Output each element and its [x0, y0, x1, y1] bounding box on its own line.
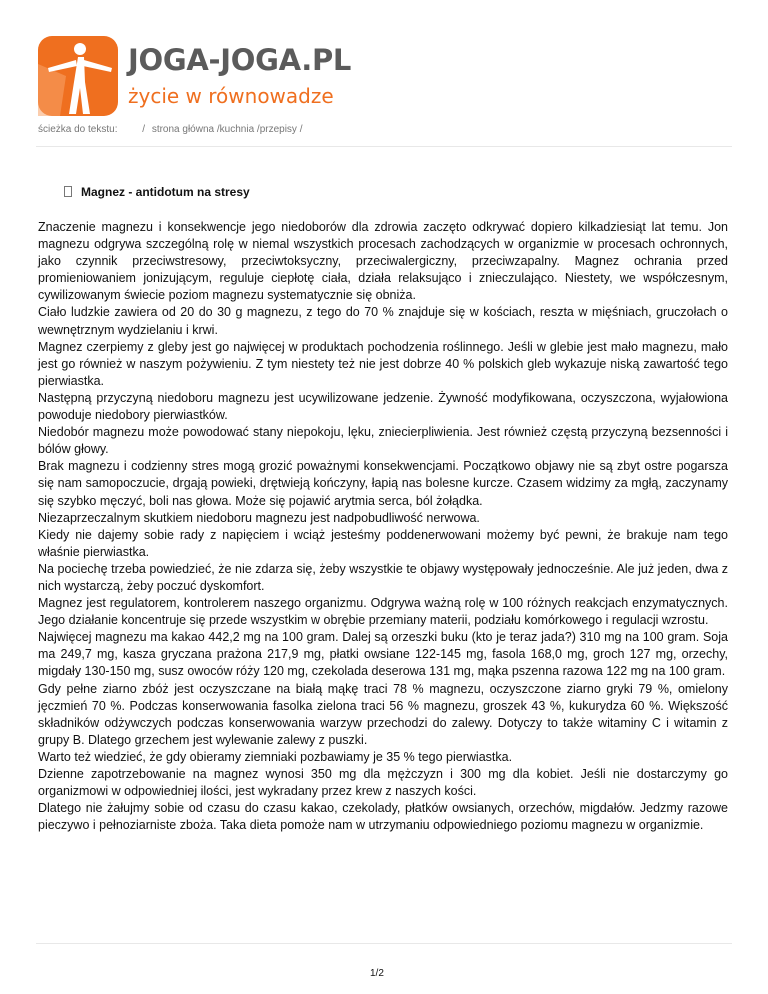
- breadcrumb-link-home[interactable]: strona główna: [151, 124, 215, 135]
- breadcrumb-link-kuchnia[interactable]: kuchnia: [219, 124, 255, 135]
- breadcrumb-link-przepisy[interactable]: przepisy: [259, 124, 297, 135]
- article-paragraph: Brak magnezu i codzienny stres mogą grozić poważnymi konsekwencjami. Początkowo objawy nie są zbyt ostre pogarsza się nam samopoczucie, drgają powieki, drętwieją kończyny, łapią nas bolesne kurcze. Czasem widzimy za mgłą, zaczynamy się szybko męczyć, boli nas głowa. Może się pojawić arytmia serca, ból żołądka.: [38, 459, 728, 508]
- site-brand-name: JOGA-JOGA.PL: [128, 43, 352, 77]
- article-title: [64, 185, 250, 199]
- article-paragraph: Niedobór magnezu może powodować stany niepokoju, lęku, zniecierpliwienia. Jest również częstą przyczyną bezsenności i bólów głowy.: [38, 425, 728, 457]
- footer-divider: [36, 943, 732, 944]
- article-title-text: Magnez - antidotum na stresy: [81, 185, 250, 199]
- breadcrumb: [38, 124, 303, 135]
- article-paragraph: Znaczenie magnezu i konsekwencje jego niedoborów dla zdrowia zaczęto odkrywać dopiero kilkadziesiąt lat temu. Jon magnezu odgrywa szczególną rolę w niemal wszystkich procesach zachodzących w organizmie w procesach ochronnych, jako czynnik przeciwstresowy, przeciwtoksyczny, przeciwalergiczny, przeciwzapalny. Magnez ochrania przed promieniowaniem jonizującym, reguluje ciepłotę ciała, działa relaksująco i znieczulająco. Niestety, we współczesnym, cywilizowanym świecie poziom magnezu systematycznie się obniża.: [38, 220, 728, 303]
- article-paragraph: Niezaprzeczalnym skutkiem niedoboru magnezu jest nadpobudliwość nerwowa.: [38, 510, 480, 525]
- article-paragraph: Kiedy nie dajemy sobie rady z napięciem i wciąż jesteśmy poddenerwowani możemy być pewni, że brakuje nam tego właśnie pierwiastka.: [38, 527, 728, 559]
- breadcrumb-separator: /: [299, 124, 303, 135]
- site-tagline: życie w równowadze: [128, 84, 334, 108]
- article-paragraph: Dzienne zapotrzebowanie na magnez wynosi 350 mg dla mężczyzn i 300 mg dla kobiet. Jeśli nie dostarczymy go organizmowi w odpowiedniej ilości, jest wykradany przez krew z naszych kości.: [38, 767, 728, 799]
- page-number: 1/2: [370, 968, 384, 979]
- article-paragraph: Ciało ludzkie zawiera od 20 do 30 g magnezu, z tego do 70 % znajduje się w kościach, reszta w mięśniach, gruczołach o wewnętrznym wydzielaniu i krwi.: [38, 305, 728, 337]
- article-paragraph: Dlatego nie żałujmy sobie od czasu do czasu kakao, czekolady, płatków owsianych, orzechów, migdałów. Jedzmy razowe pieczywo i pełnoziarniste zboża. Taka dieta pomoże nam w utrzymaniu odpowiedniego poziomu magnezu w organizmie.: [38, 801, 728, 833]
- bullet-icon: [64, 186, 72, 197]
- header-divider: [36, 146, 732, 147]
- breadcrumb-separator: /: [256, 124, 260, 135]
- article-paragraph: Następną przyczyną niedoboru magnezu jest ucywilizowane jedzenie. Żywność modyfikowana, oczyszczona, wyjałowiona powoduje niedobory pierwiastków.: [38, 390, 728, 423]
- article-paragraph: Magnez czerpiemy z gleby jest go najwięcej w produktach pochodzenia roślinnego. Jeśli w glebie jest mało magnezu, mało jest go również w naszym pożywieniu. Z tym niestety też nie jest dobrze 40 % polskich gleb wykazuje niską zawartość tego pierwiastka.: [38, 339, 728, 388]
- site-logo[interactable]: [38, 36, 358, 120]
- article-paragraph: Gdy pełne ziarno zbóż jest oczyszczane na białą mąkę traci 78 % magnezu, oczyszczone ziarno gryki 79 %, omielony jęczmień 70 %. Podczas konserwowania fasolka zielona traci 56 % magnezu, groszek 43 %, kukurydza 60 %. Większość składników odżywczych podczas konserwowania warzyw przechodzi do zalewy. Dotyczy to także witaminy C i witamin z grupy B. Dlatego grzechem jest wylewanie zalewy z puszki.: [38, 681, 728, 747]
- article-paragraph: Na pociechę trzeba powiedzieć, że nie zdarza się, żeby wszystkie te objawy występowały jednocześnie. Ale już jeden, dwa z nich wystarczą, żeby poczuć dyskomfort.: [38, 561, 728, 593]
- article-body: [38, 219, 728, 834]
- article-paragraph: Warto też wiedzieć, że gdy obieramy ziemniaki pozbawiamy je 35 % tego pierwiastka.: [38, 749, 513, 764]
- breadcrumb-separator: /: [142, 124, 146, 135]
- article-paragraph: Najwięcej magnezu ma kakao 442,2 mg na 100 gram. Dalej są orzeszki buku (kto je teraz jada?) 310 mg na 100 gram. Soja ma 249,7 mg, kasza gryczana prażona 217,9 mg, płatki owsiane 122-145 mg, fasola 168,0 mg, groch 127 mg, orzechy, migdały 130-150 mg, susz owoców róży 120 mg, czekolada deserowa 131 mg, mąka pszenna razowa 122 mg na 100 gram.: [38, 630, 728, 679]
- article-paragraph: Magnez jest regulatorem, kontrolerem naszego organizmu. Odgrywa ważną rolę w 100 różnych reakcjach enzymatycznych. Jego działanie koncentruje się przede wszystkim w obrębie przemiany materii, podziału komórkowego i regulacji wzrostu.: [38, 596, 728, 628]
- breadcrumb-label: ścieżka do tekstu:: [38, 124, 118, 135]
- breadcrumb-separator: /: [216, 124, 220, 135]
- yoga-figure-icon: [38, 36, 118, 116]
